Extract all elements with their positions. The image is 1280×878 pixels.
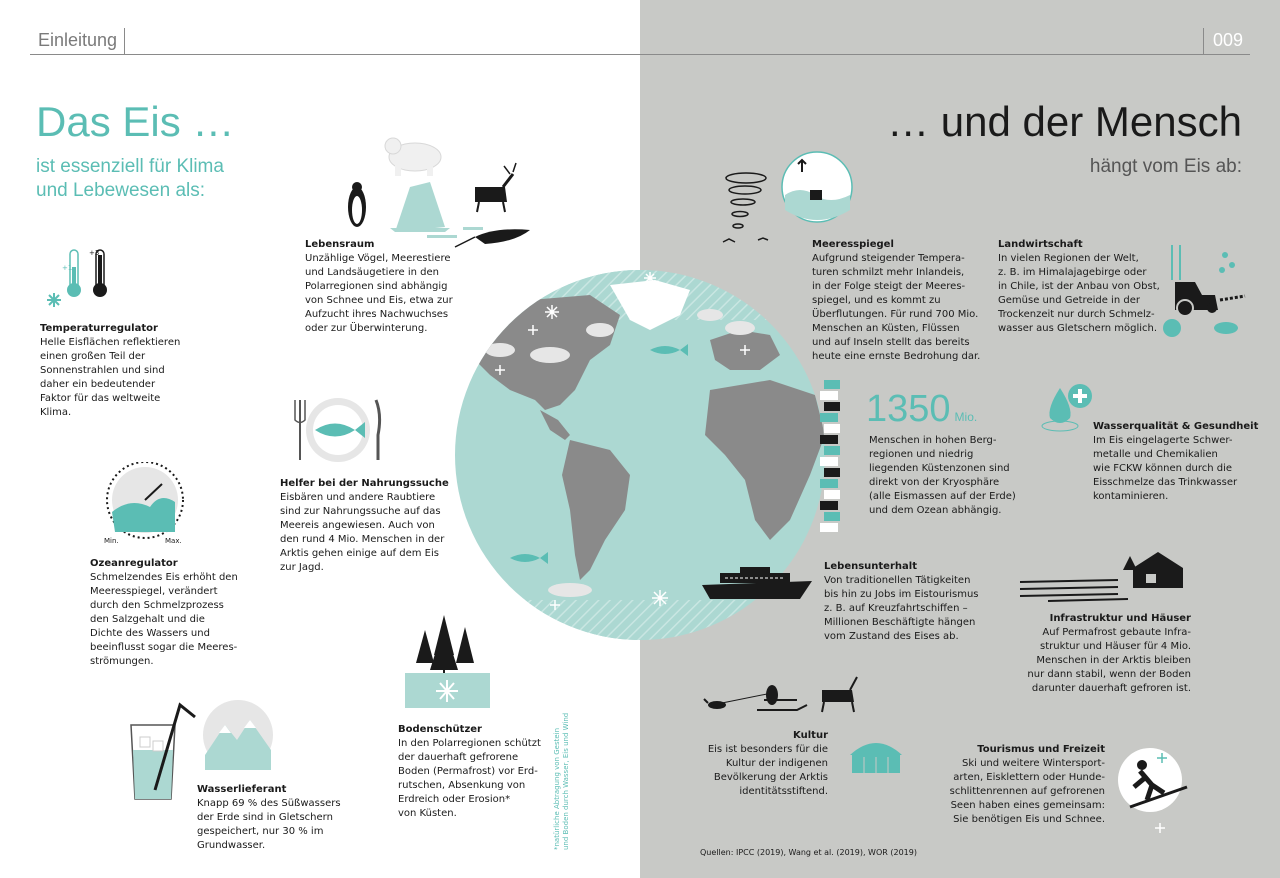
- helfer-line: zur Jagd.: [280, 562, 324, 573]
- infrastruktur-line: Menschen in der Arktis bleiben: [1036, 655, 1191, 666]
- boden-line: Erdreich oder Erosion*: [398, 794, 511, 805]
- landwirtschaft-line: In vielen Regionen der Welt,: [998, 253, 1139, 264]
- flood-icon: [780, 150, 855, 225]
- big-number-line: liegenden Küstenzonen sind: [869, 463, 1010, 474]
- helfer-title: Helfer bei der Nahrungssuche: [280, 478, 449, 489]
- gauge-min-label: Min.: [104, 537, 119, 545]
- meeresspiegel-line: Menschen an Küsten, Flüssen: [812, 323, 960, 334]
- landwirtschaft-line: Gemüse und Getreide in der: [998, 295, 1140, 306]
- meeresspiegel-line: in der Folge steigt der Meeres-: [812, 281, 966, 292]
- tourismus-line: schlittenrennen auf gefrorenen: [949, 786, 1105, 797]
- boden-title: Bodenschützer: [398, 724, 482, 735]
- gauge-max-label: Max.: [165, 537, 182, 545]
- meeresspiegel-block: [812, 238, 987, 364]
- big-number-value: 1350: [866, 388, 951, 430]
- landwirtschaft-block: [998, 238, 1173, 336]
- big-number: [866, 388, 977, 431]
- meeresspiegel-title: Meeresspiegel: [812, 239, 894, 250]
- lebensunterhalt-line: z. B. auf Kreuzfahrtschiffen –: [824, 603, 968, 614]
- temperatur-line: einen großen Teil der: [40, 351, 146, 362]
- footnote-line-2: und Boden durch Wasser, Eis und Wind: [562, 712, 570, 850]
- lebensraum-line: Aufzucht ihres Nachwuchses: [305, 309, 449, 320]
- boden-line: von Küsten.: [398, 808, 457, 819]
- ozean-line: Schmelzendes Eis erhöht den: [90, 572, 238, 583]
- lebensunterhalt-line: vom Zustand des Eises ab.: [824, 631, 959, 642]
- big-number-line: Menschen in hohen Berg-: [869, 435, 997, 446]
- lebensraum-line: oder zur Überwinterung.: [305, 323, 428, 334]
- lebensraum-line: von Schnee und Eis, etwa zur: [305, 295, 453, 306]
- wasserqualitaet-line: kontaminieren.: [1093, 491, 1169, 502]
- tourismus-line: Seen haben eines gemeinsam:: [950, 800, 1105, 811]
- sources-note: Quellen: IPCC (2019), Wang et al. (2019), WOR (2019): [700, 848, 917, 857]
- wasser-line: gespeichert, nur 30 % im: [197, 826, 324, 837]
- big-number-line: und dem Ozean abhängig.: [869, 505, 1002, 516]
- water-drop-cross-icon: [1038, 378, 1098, 438]
- cruise-ship-icon: [700, 565, 815, 601]
- wasserqualitaet-line: Im Eis eingelagerte Schwer-: [1093, 435, 1233, 446]
- header-divider-right: [1203, 28, 1204, 54]
- infrastruktur-line: struktur und Häuser für 4 Mio.: [1040, 641, 1191, 652]
- wasser-line: der Erde sind in Gletschern: [197, 812, 333, 823]
- lebensraum-line: und Landsäugetiere in den: [305, 267, 439, 278]
- right-title: … und der Mensch: [887, 98, 1242, 145]
- lebensunterhalt-block: [824, 560, 999, 644]
- boden-line: Boden (Permafrost) vor Erd-: [398, 766, 538, 777]
- skier-icon: [1112, 745, 1192, 835]
- ozean-line: strömungen.: [90, 656, 154, 667]
- tourismus-line: Ski und weitere Wintersport-: [962, 758, 1105, 769]
- wasserqualitaet-block: [1093, 420, 1268, 504]
- dog-sled-icon: [702, 665, 862, 715]
- temperatur-line: daher ein bedeutender: [40, 379, 156, 390]
- left-subtitle-1: ist essenziell für Klima: [36, 156, 224, 177]
- thermo-label-plus3: +3: [89, 249, 100, 257]
- helfer-block: [280, 477, 460, 575]
- kultur-line: Eis ist besonders für die: [707, 744, 828, 755]
- ozean-title: Ozeanregulator: [90, 558, 178, 569]
- right-subtitle: hängt vom Eis ab:: [1089, 156, 1242, 177]
- ozean-line: Meeresspiegel, verändert: [90, 586, 218, 597]
- tourismus-title: Tourismus und Freizeit: [977, 744, 1105, 755]
- landwirtschaft-title: Landwirtschaft: [998, 239, 1083, 250]
- helfer-line: Eisbären und andere Raubtiere: [280, 492, 436, 503]
- big-number-line: (alle Eismassen auf der Erde): [869, 491, 1016, 502]
- left-subtitle-2: und Lebewesen als:: [36, 180, 206, 201]
- footnote-vertical: [553, 680, 571, 850]
- wasserqualitaet-title: Wasserqualität & Gesundheit: [1093, 421, 1259, 432]
- meeresspiegel-line: spiegel, und es kommt zu: [812, 295, 941, 306]
- big-number-unit: Mio.: [954, 410, 978, 424]
- wasserqualitaet-line: metalle und Chemikalien: [1093, 449, 1218, 460]
- infrastruktur-line: nur dann stabil, wenn der Boden: [1027, 669, 1191, 680]
- section-label: Einleitung: [38, 30, 118, 50]
- landwirtschaft-line: wasser aus Gletschern möglich.: [998, 323, 1158, 334]
- wasser-title: Wasserlieferant: [197, 784, 287, 795]
- house-permafrost-icon: [1018, 548, 1193, 608]
- temperatur-line: Helle Eisflächen reflektieren: [40, 337, 181, 348]
- wasser-line: Grundwasser.: [197, 840, 266, 851]
- header-rule: [30, 54, 1250, 55]
- thermo-label-plus1: +1: [62, 264, 73, 272]
- infrastruktur-line: darunter dauerhaft gefroren ist.: [1031, 683, 1191, 694]
- temperatur-title: Temperaturregulator: [40, 323, 158, 334]
- lebensraum-line: Unzählige Vögel, Meerestiere: [305, 253, 451, 264]
- wasser-line: Knapp 69 % des Süßwassers: [197, 798, 341, 809]
- fish-plate-icon: [290, 395, 390, 465]
- landwirtschaft-line: z. B. im Himalajagebirge oder: [998, 267, 1147, 278]
- infrastruktur-block: [1013, 612, 1191, 696]
- boden-block: [398, 723, 558, 821]
- tornado-icon: [718, 170, 778, 250]
- permafrost-trees-icon: [400, 615, 495, 710]
- temperatur-line: Sonnenstrahlen und sind: [40, 365, 165, 376]
- boden-line: rutschen, Absenkung von: [398, 780, 526, 791]
- left-title: Das Eis …: [36, 98, 235, 145]
- lebensunterhalt-line: Von traditionellen Tätigkeiten: [824, 575, 971, 586]
- kultur-line: identitätsstiftend.: [739, 786, 828, 797]
- page-number: 009: [1213, 30, 1244, 50]
- helfer-line: Meereis angewiesen. Auch von: [280, 520, 435, 531]
- helfer-line: Arktis gehen einige auf dem Eis: [280, 548, 439, 559]
- yurt-icon: [846, 735, 906, 777]
- infrastruktur-title: Infrastruktur und Häuser: [1049, 613, 1191, 624]
- lebensraum-title: Lebensraum: [305, 239, 375, 250]
- ozean-line: durch den Schmelzprozess: [90, 600, 224, 611]
- lebensraum-line: Polarregionen sind abhängig: [305, 281, 448, 292]
- footnote-line-1: *natürliche Abtragung von Gestein: [553, 727, 561, 850]
- ocean-gauge-icon: [100, 462, 190, 542]
- big-number-line: regionen und niedrig: [869, 449, 974, 460]
- landwirtschaft-line: Trockenzeit nur durch Schmelz-: [998, 309, 1155, 320]
- tourismus-block: [930, 743, 1105, 827]
- kultur-block: [700, 729, 828, 799]
- wasserqualitaet-line: wie FCKW können durch die: [1093, 463, 1233, 474]
- lebensunterhalt-title: Lebensunterhalt: [824, 561, 917, 572]
- lebensunterhalt-line: bis hin zu Jobs im Eistourismus: [824, 589, 979, 600]
- temperatur-line: Faktor für das weltweite: [40, 393, 161, 404]
- thermometer-icon: [40, 245, 120, 315]
- temperatur-block: [40, 322, 210, 420]
- infrastruktur-line: Auf Permafrost gebaute Infra-: [1042, 627, 1191, 638]
- big-number-text: [869, 434, 1039, 518]
- lebensunterhalt-line: Millionen Beschäftigte hängen: [824, 617, 976, 628]
- ozean-block: [90, 557, 260, 669]
- header-divider-left: [124, 28, 125, 54]
- lebensraum-block: [305, 238, 475, 336]
- ozean-line: den Salzgehalt und die: [90, 614, 205, 625]
- meeresspiegel-line: und auf Inseln stellt das bereits: [812, 337, 970, 348]
- meeresspiegel-line: turen schmilzt mehr Inlandeis,: [812, 267, 965, 278]
- kultur-line: Bevölkerung der Arktis: [713, 772, 828, 783]
- meeresspiegel-line: Überflutungen. Für rund 700 Mio.: [812, 309, 979, 320]
- helfer-line: sind zur Nahrungssuche auf das: [280, 506, 441, 517]
- agriculture-icon: [1160, 240, 1250, 340]
- meeresspiegel-line: Aufgrund steigender Tempera-: [812, 253, 965, 264]
- kultur-title: Kultur: [793, 730, 828, 741]
- tourismus-line: arten, Eisklettern oder Hunde-: [953, 772, 1105, 783]
- boden-line: In den Polarregionen schützt: [398, 738, 541, 749]
- helfer-line: den rund 4 Mio. Menschen in der: [280, 534, 445, 545]
- meeresspiegel-line: heute eine ernste Bedrohung dar.: [812, 351, 981, 362]
- wasser-block: [197, 783, 367, 853]
- temperatur-line: Klima.: [40, 407, 72, 418]
- kultur-line: Kultur der indigenen: [725, 758, 828, 769]
- ozean-line: beeinflusst sogar die Meeres-: [90, 642, 238, 653]
- landwirtschaft-line: in Chile, ist der Anbau von Obst,: [998, 281, 1160, 292]
- big-number-line: direkt von der Kryosphäre: [869, 477, 1000, 488]
- boden-line: der dauerhaft gefrorene: [398, 752, 519, 763]
- tourismus-line: Sie benötigen Eis und Schnee.: [953, 814, 1105, 825]
- ozean-line: Dichte des Wassers und: [90, 628, 210, 639]
- wasserqualitaet-line: Eisschmelze das Trinkwasser: [1093, 477, 1238, 488]
